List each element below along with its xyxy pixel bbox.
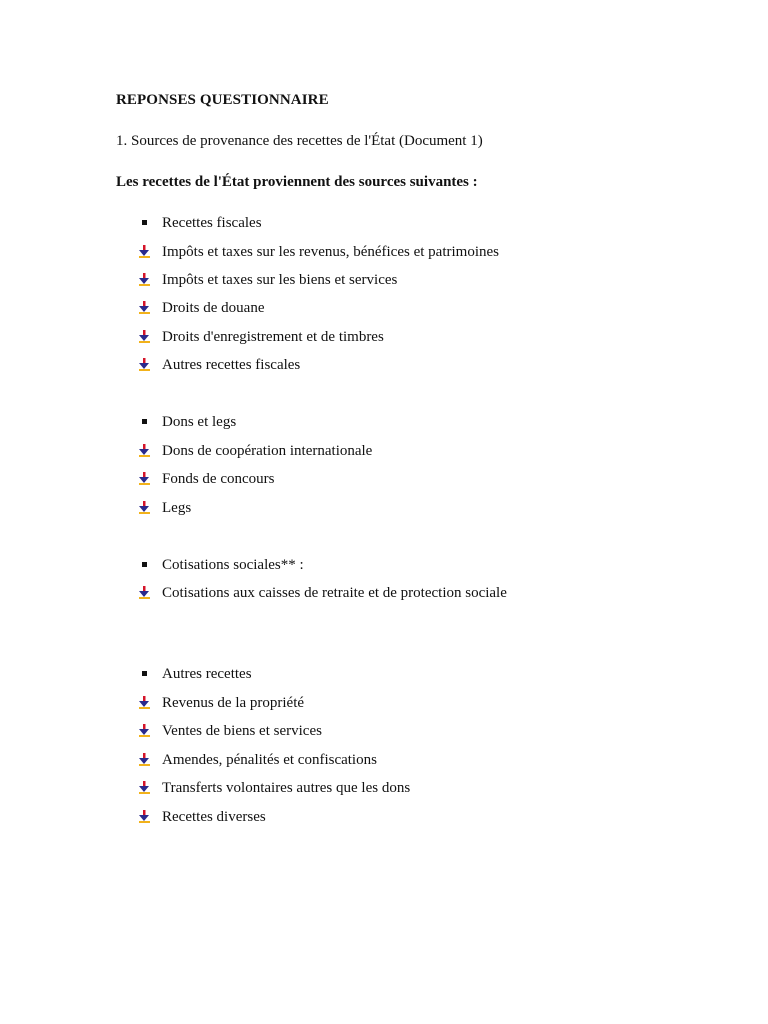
list-item — [162, 721, 322, 741]
list-item-label: Droits de douane — [162, 300, 265, 316]
section-heading-cotisations-sociales — [162, 555, 304, 575]
list-item-label: Amendes, pénalités et confiscations — [162, 752, 377, 768]
arrow-down-bullet-icon — [138, 472, 152, 486]
square-bullet-icon — [142, 562, 147, 567]
section-heading-dons-et-legs — [162, 412, 236, 432]
list-item-label: Autres recettes fiscales — [162, 357, 301, 373]
arrow-down-bullet-icon — [138, 810, 152, 824]
list-item-label: Cotisations aux caisses de retraite et de protection sociale — [162, 585, 507, 601]
list-item — [162, 441, 372, 461]
list-item-label: Ventes de biens et services — [162, 723, 322, 739]
arrow-down-bullet-icon — [138, 301, 152, 315]
list-item — [162, 327, 384, 347]
list-item — [162, 355, 300, 375]
list-item — [162, 270, 397, 290]
list-item-label: Dons de coopération internationale — [162, 443, 373, 459]
arrow-down-bullet-icon — [138, 273, 152, 287]
arrow-down-bullet-icon — [138, 444, 152, 458]
list-item — [162, 242, 499, 262]
arrow-down-bullet-icon — [138, 245, 152, 259]
section-heading-label: Recettes fiscales — [162, 215, 262, 231]
list-item-label: Transferts volontaires autres que les dons — [162, 780, 411, 796]
question-heading: 1. Sources de provenance des recettes de l'État (Document 1) — [116, 133, 483, 149]
list-item — [162, 469, 275, 489]
list-item — [162, 778, 410, 798]
list-item — [162, 750, 377, 770]
section-heading-autres-recettes — [162, 664, 252, 684]
document-title: REPONSES QUESTIONNAIRE — [116, 92, 329, 108]
list-item-label: Droits d'enregistrement et de timbres — [162, 329, 384, 345]
square-bullet-icon — [142, 419, 147, 424]
arrow-down-bullet-icon — [138, 724, 152, 738]
list-item-label: Legs — [162, 500, 192, 516]
list-item — [162, 498, 191, 518]
section-heading-label: Cotisations sociales** : — [162, 557, 304, 573]
list-item — [162, 583, 507, 603]
arrow-down-bullet-icon — [138, 696, 152, 710]
arrow-down-bullet-icon — [138, 781, 152, 795]
list-item-label: Revenus de la propriété — [162, 695, 305, 711]
intro-text: Les recettes de l'État proviennent des sources suivantes : — [116, 174, 478, 190]
section-heading-label: Autres recettes — [162, 666, 252, 682]
list-item — [162, 807, 266, 827]
list-item-label: Recettes diverses — [162, 809, 266, 825]
arrow-down-bullet-icon — [138, 501, 152, 515]
arrow-down-bullet-icon — [138, 358, 152, 372]
square-bullet-icon — [142, 671, 147, 676]
list-item-label: Fonds de concours — [162, 471, 275, 487]
list-item-label: Impôts et taxes sur les revenus, bénéfices et patrimoines — [162, 244, 499, 260]
arrow-down-bullet-icon — [138, 586, 152, 600]
list-item-label: Impôts et taxes sur les biens et services — [162, 272, 398, 288]
list-item — [162, 298, 264, 318]
list-item — [162, 693, 304, 713]
section-heading-recettes-fiscales — [162, 213, 262, 233]
arrow-down-bullet-icon — [138, 330, 152, 344]
square-bullet-icon — [142, 220, 147, 225]
section-heading-label: Dons et legs — [162, 414, 237, 430]
arrow-down-bullet-icon — [138, 753, 152, 767]
